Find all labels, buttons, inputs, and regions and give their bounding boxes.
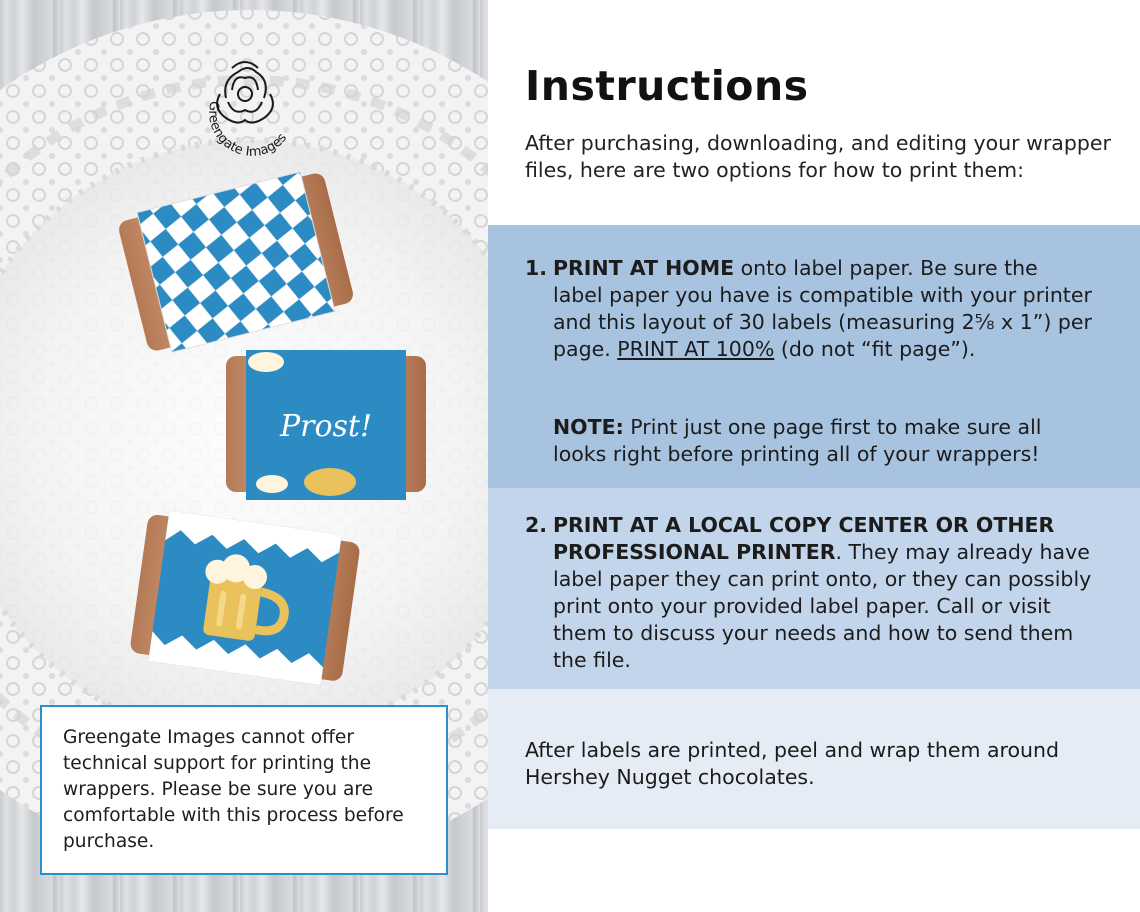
rose-outline-icon xyxy=(217,62,273,123)
product-photo xyxy=(0,0,488,912)
instructions-panel xyxy=(488,0,1140,912)
candy-prost-wrapper xyxy=(226,350,426,500)
step-2-heading: PRINT AT A LOCAL COPY CENTER OR OTHER PROFESSIONAL PRINTER xyxy=(553,513,1055,564)
print-100-emphasis: PRINT AT 100% xyxy=(617,337,775,361)
support-notice-text: Greengate Images cannot offer technical support for printing the wrappers. Please be sure you are comfortable with this process before purchase. xyxy=(63,727,404,852)
step-1-body-a: onto label paper. Be sure the label paper you have is compatible with your printer and this layout of 30 labels (measuring 2⅝ x 1”) per page. xyxy=(553,256,1092,361)
step-1-section xyxy=(488,225,1140,488)
svg-text:Greengate Images xyxy=(205,100,290,160)
prost-text: Prost! xyxy=(279,409,373,444)
step-2-text xyxy=(553,512,1093,674)
support-notice xyxy=(40,705,448,875)
step-1-text xyxy=(553,255,1093,363)
step-1-body-b: (do not “fit page”). xyxy=(774,337,976,361)
logo-brand-text: Greengate Images xyxy=(205,99,291,161)
page-title: Instructions xyxy=(525,62,809,110)
step-2-number: 2. xyxy=(525,513,548,537)
greengate-logo xyxy=(182,50,314,170)
final-step-section xyxy=(488,689,1140,829)
step-1-note xyxy=(553,414,1093,468)
final-step-text: After labels are printed, peel and wrap them around Hershey Nugget chocolates. xyxy=(525,738,1060,789)
intro-text: After purchasing, downloading, and editing your wrapper files, here are two options for how to print them: xyxy=(525,131,1111,182)
step-2-body: . They may already have label paper they can print onto, or they can possibly print onto your provided label paper. Call or visit them to discuss your needs and how to send them the file. xyxy=(553,540,1092,672)
note-text: Print just one page first to make sure all looks right before printing all of your wrappers! xyxy=(553,415,1042,466)
step-1-number: 1. xyxy=(525,256,548,280)
step-2-section xyxy=(488,488,1140,689)
note-label: NOTE: xyxy=(553,415,624,439)
candy-beer-wrapper xyxy=(128,508,361,688)
step-1-heading: PRINT AT HOME xyxy=(553,256,735,280)
